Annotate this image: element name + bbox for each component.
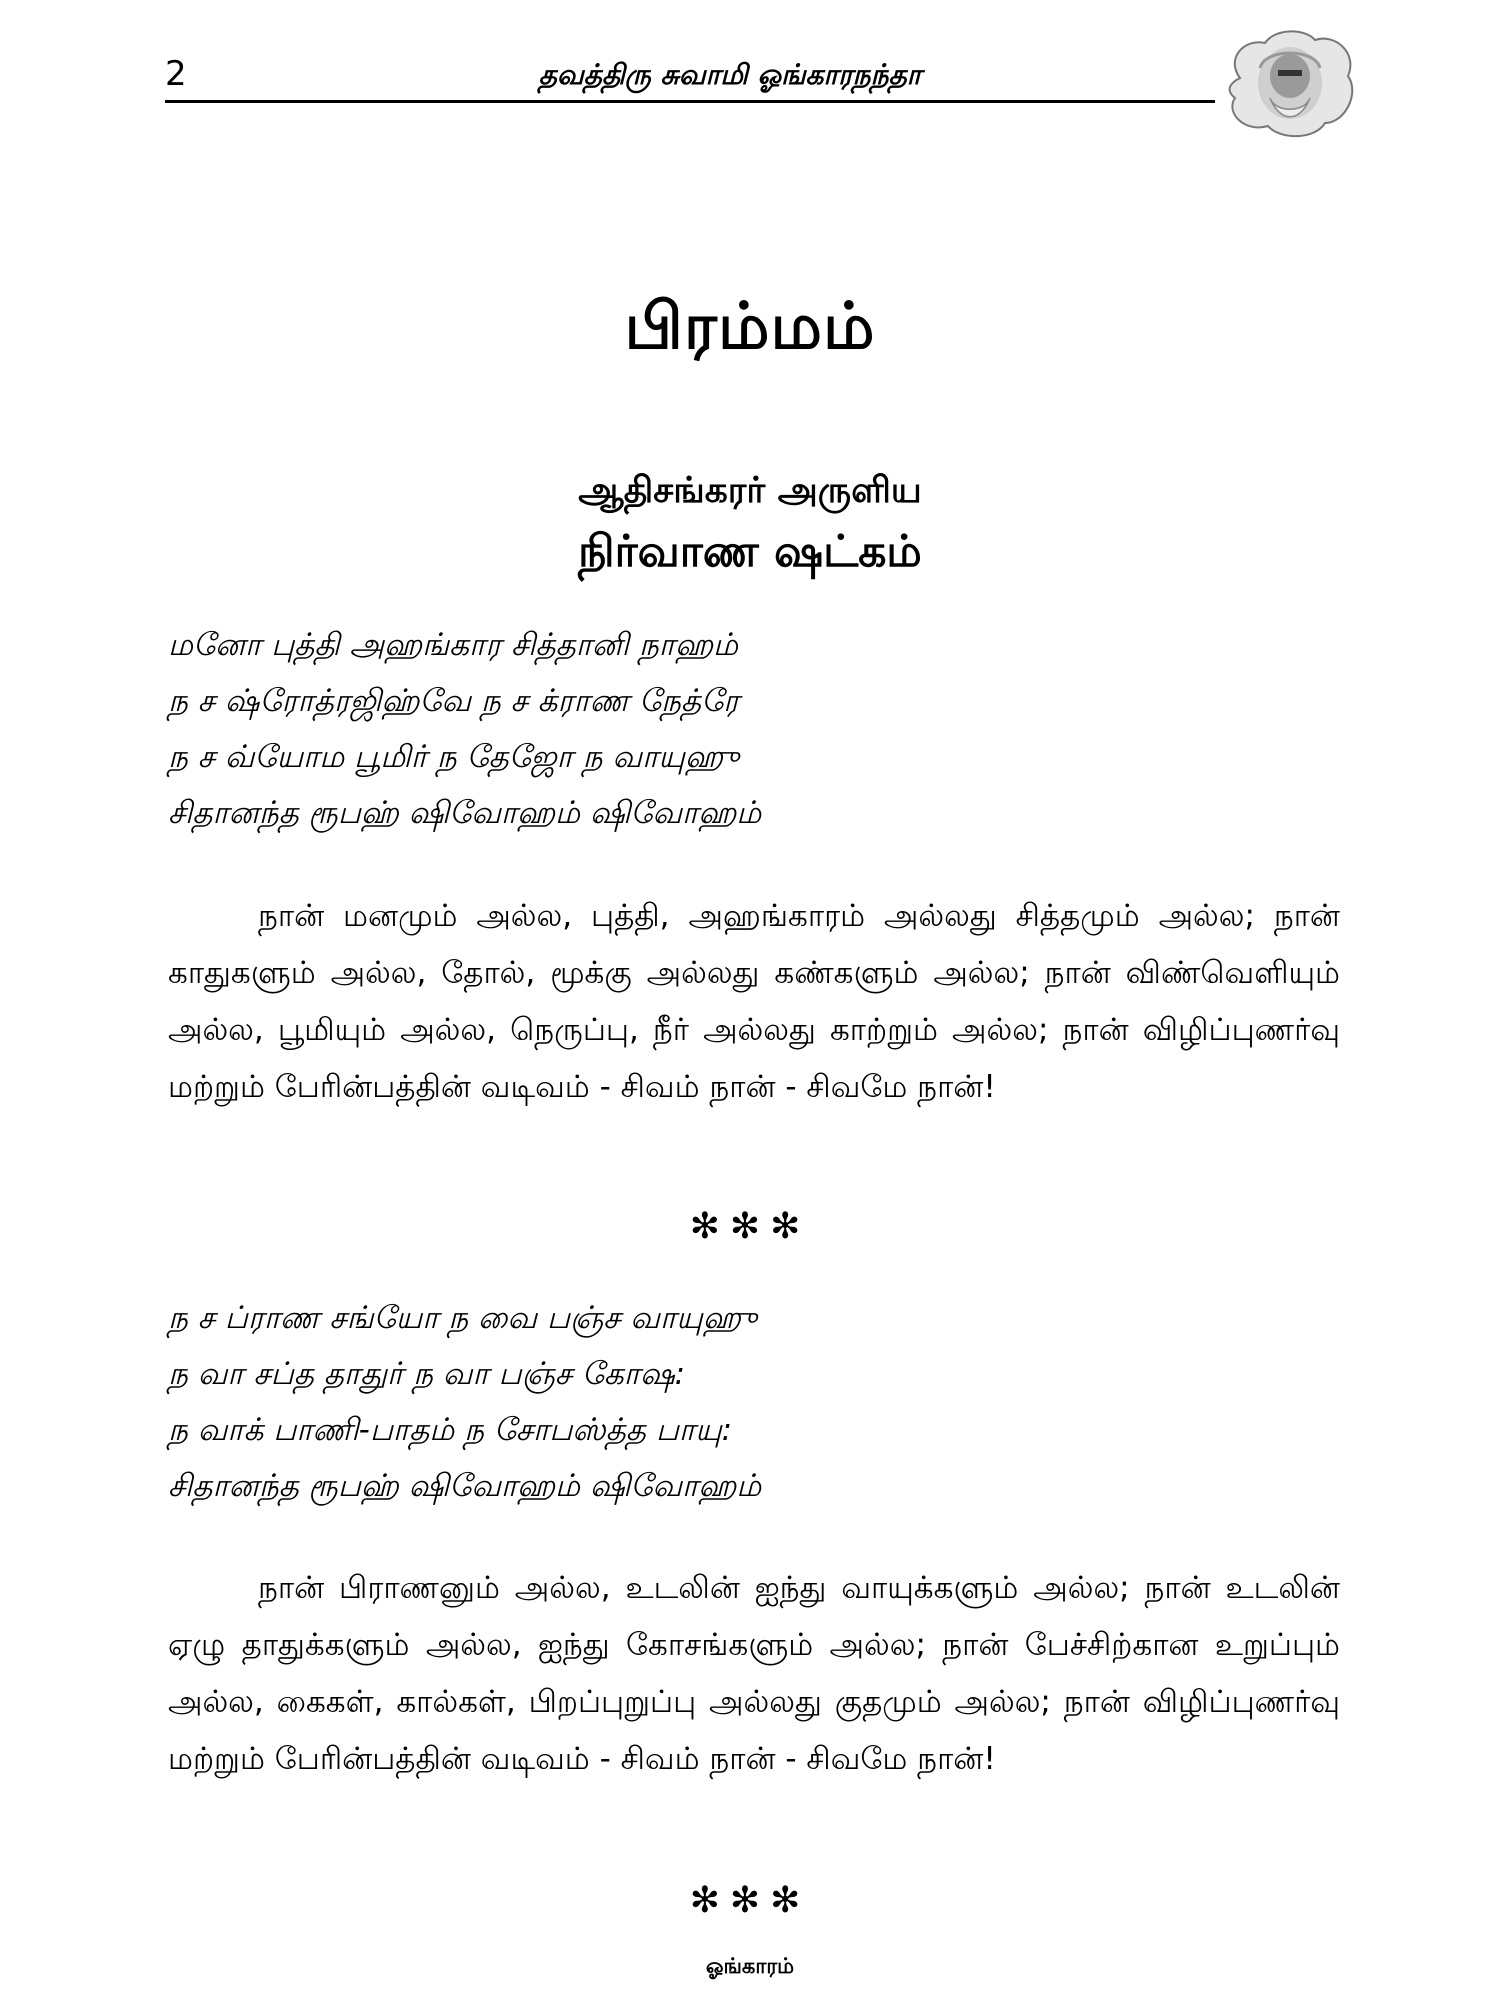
section-separator: ✻✻✻ — [689, 1206, 811, 1247]
verse-line: சிதானந்த ரூபஹ் ஷிவோஹம் ஷிவோஹம் — [168, 795, 762, 831]
verse-line: மனோ புத்தி அஹங்கார சித்தானி நாஹம் — [168, 627, 738, 663]
header-rule — [165, 100, 1215, 103]
paragraph-text: நான் பிராணனும் அல்ல, உடலின் ஐந்து வாயுக்களும் அல்ல; நான் உடலின் ஏழு தாதுக்களும் அல்ல, ஐந்து கோசங்களும் அல்ல; நான் பேச்சிற்கான உறுப்பும் அல்ல, கைகள், கால்கள், பிறப்புறுப்பு அல்லது குதமும் அல்ல; நான் விழிப்புணர்வு மற்றும் பேரின்பத்தின் வடிவம் - சிவம் நான் - சிவமே நான்! — [168, 1570, 1340, 1777]
verse-block-1 — [168, 617, 1368, 841]
verse-line: ந வா சப்த தாதுர் ந வா பஞ்ச கோஷ: — [168, 1356, 686, 1392]
author-portrait-icon — [1220, 28, 1360, 140]
page-footer: ஓங்காரம் — [705, 1954, 795, 1978]
prose-paragraph-2 — [168, 1560, 1340, 1788]
verse-line: ந வாக் பாணி-பாதம் ந சோபஸ்த்த பாயு: — [168, 1412, 733, 1448]
verse-line: ந ச ஷ்ரோத்ரஜிஹ்வே ந ச க்ராண நேத்ரே — [168, 683, 740, 719]
prose-paragraph-1 — [168, 888, 1340, 1116]
page-title: பிரம்மம் — [624, 290, 876, 364]
running-title: தவத்திரு சுவாமி ஓங்காரநந்தா — [538, 58, 922, 91]
paragraph-text: நான் மனமும் அல்ல, புத்தி, அஹங்காரம் அல்லது சித்தமும் அல்ல; நான் காதுகளும் அல்ல, தோல், மூக்கு அல்லது கண்களும் அல்ல; நான் விண்வெளியும் அல்ல, பூமியும் அல்ல, நெருப்பு, நீர் அல்லது காற்றும் அல்ல; நான் விழிப்புணர்வு மற்றும் பேரின்பத்தின் வடிவம் - சிவம் நான் - சிவமே நான்! — [168, 898, 1340, 1105]
page-header — [165, 50, 1215, 100]
verse-line: ந ச வ்யோம பூமிர் ந தேஜோ ந வாயுஹு — [168, 739, 739, 775]
section-separator: ✻✻✻ — [689, 1880, 811, 1921]
verse-line: சிதானந்த ரூபஹ் ஷிவோஹம் ஷிவோஹம் — [168, 1468, 762, 1504]
verse-block-2 — [168, 1290, 1368, 1514]
verse-line: ந ச ப்ராண சங்யோ ந வை பஞ்ச வாயுஹு — [168, 1300, 757, 1336]
subtitle-attribution: ஆதிசங்கரர் அருளிய — [578, 470, 922, 511]
page-number: 2 — [165, 54, 187, 94]
subtitle-work-title: நிர்வாண ஷட்கம் — [578, 526, 922, 577]
